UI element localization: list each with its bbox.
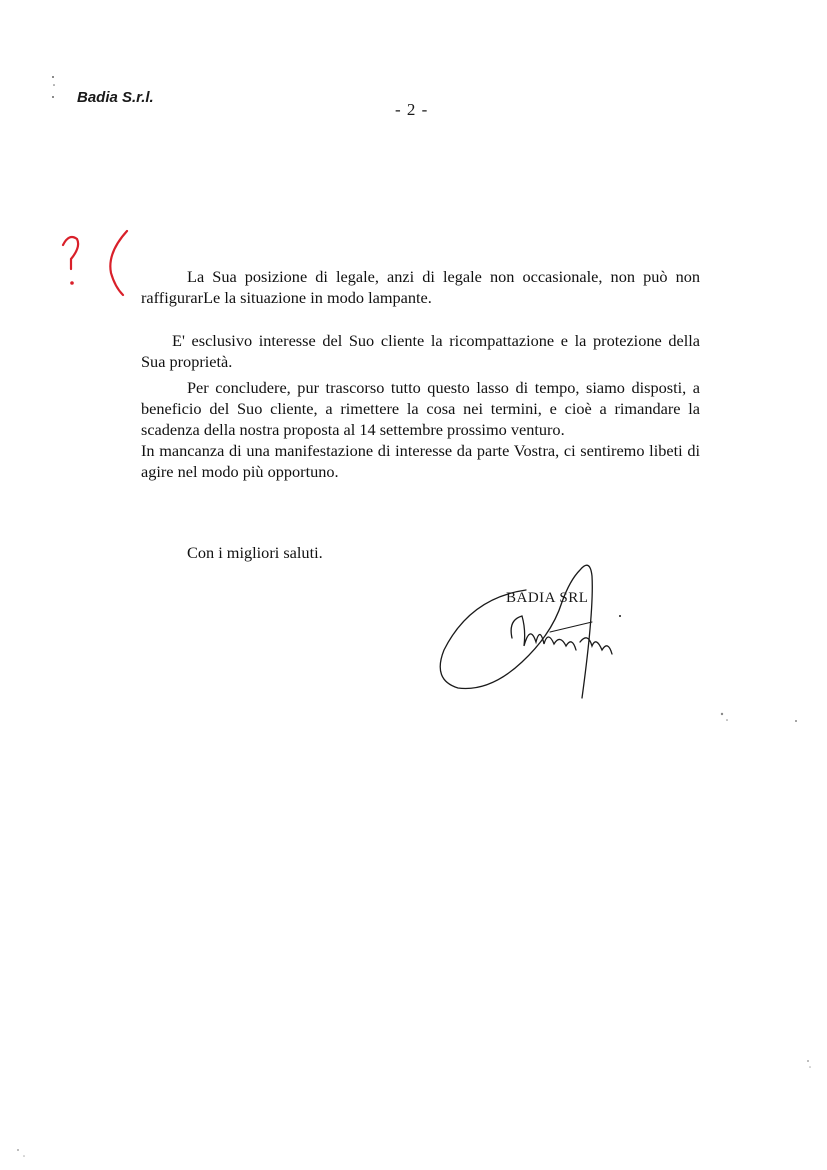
handwritten-signature — [430, 550, 640, 700]
paragraph-conclusion-warning: In mancanza di una manifestazione di interesse da parte Vostra, ci sentiremo libeti di agire nel modo più opportuno. — [141, 441, 700, 481]
page-number: - 2 - — [395, 100, 429, 119]
paragraph-exclusive-interest: E' esclusivo interesse del Suo cliente la ricompattazione e la protezione della Sua proprietà. — [141, 331, 700, 372]
closing-salutation: Con i migliori saluti. — [187, 543, 323, 563]
company-stamp-label: BADIA SRL — [506, 590, 589, 606]
paragraph-conclusion — [141, 377, 700, 482]
company-header: Badia S.r.l. — [77, 89, 154, 106]
paragraph-conclusion-offer: Per concludere, pur trascorso tutto questo lasso di tempo, siamo disposti, a beneficio del Suo cliente, a rimettere la cosa nei termini, e cioè a rimandare la scadenza della nostra proposta al 14 settembre prossimo venturo. — [141, 378, 700, 439]
paragraph-legal-position: La Sua posizione di legale, anzi di legale non occasionale, non può non raffigurarLe la situazione in modo lampante. — [141, 267, 700, 308]
handwritten-question-mark-annotation — [55, 225, 135, 305]
